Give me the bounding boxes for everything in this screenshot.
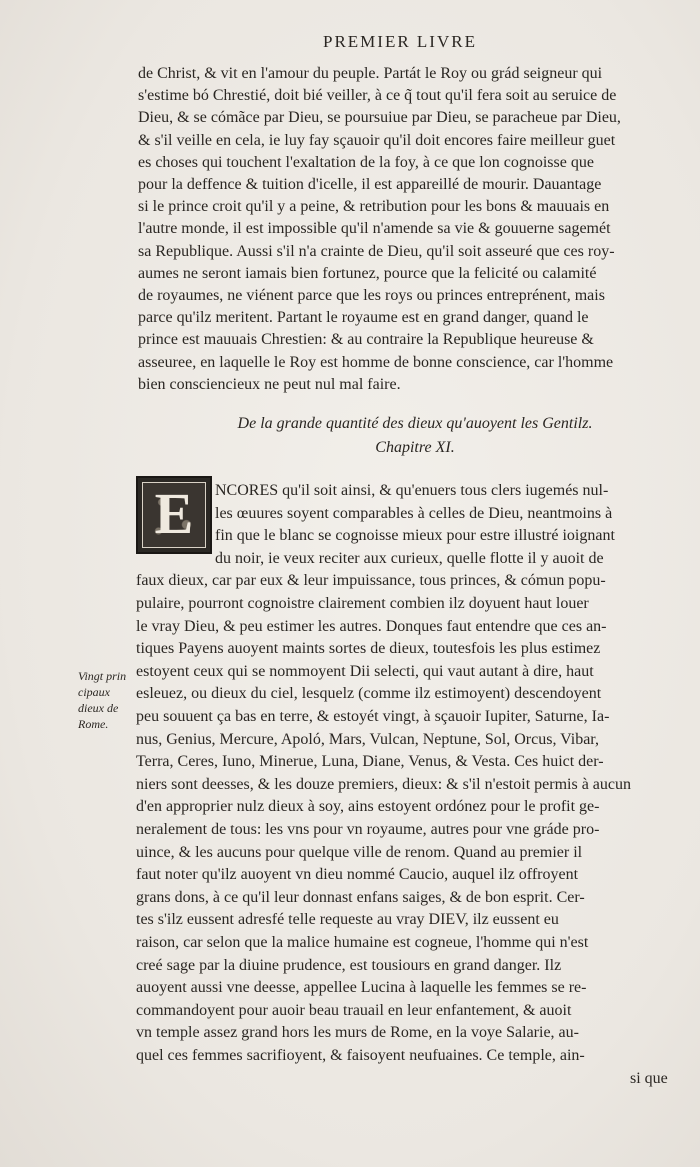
text-line: de royaumes, ne viénent parce que les roys ou princes entreprénent, mais (138, 287, 605, 304)
text-line: es choses qui touchent l'exaltation de la foy, à ce que lon cognoisse que (138, 153, 594, 171)
text-line: Dieu, & se cómãce par Dieu, se poursuiue par Dieu, se paracheue par Dieu, (138, 109, 621, 127)
margin-note (78, 668, 138, 732)
running-head: PREMIER LIVRE (323, 32, 477, 51)
text-line: & s'il veille en cela, ie luy fay sçauoir qu'il doit encores faire meilleur guet (138, 131, 616, 149)
text-line: NCORES qu'il soit ainsi, & qu'enuers tous clers iugemés nul- (215, 482, 609, 499)
text-line: s'estime bó Chrestié, doit bié veiller, à ce q̃ tout qu'il fera soit au seruice de (138, 87, 617, 105)
text-line: tiques Payens auoyent maints sortes de dieux, toutesfois les plus estimez (136, 640, 601, 658)
text-line: fin que le blanc se cognoisse mieux pour estre illustré ioignant (215, 527, 615, 545)
text-line: pulaire, pourront cognoistre clairement combien ilz doyuent haut louer (136, 595, 589, 612)
text-line: asseuree, en laquelle le Roy est homme de bonne conscience, car l'homme (138, 353, 614, 371)
text-line: estoyent ceux qui se nommoyent Dii selecti, qui vaut autant à dire, haut (136, 662, 594, 680)
text-line: d'en approprier nulz dieux à soy, ains estoyent ordónez pour le profit ge- (136, 798, 600, 816)
margin-note-line: Vingt prin (78, 669, 127, 683)
text-line: si le prince croit qu'il y a peine, & retribution pour les bons & mauuais en (138, 198, 610, 216)
text-line: commandoyent pour auoir beau trauail en leur enfantement, & auoit (136, 1001, 572, 1019)
text-line: Terra, Ceres, Iuno, Minerue, Luna, Diane, Venus, & Vesta. Ces huict der- (136, 753, 604, 771)
text-line: nus, Genius, Mercure, Apoló, Mars, Vulcan, Neptune, Sol, Orcus, Vibar, (136, 730, 599, 748)
text-line: creé sage par la diuine prudence, est tousiours en grand danger. Ilz (136, 956, 562, 974)
text-line: raison, car selon que la malice humaine est cogneue, l'homme qui n'est (136, 934, 589, 951)
text-line: bien consciencieux ne peut nul mal faire. (138, 375, 401, 393)
margin-note-line: Rome. (78, 717, 109, 731)
text-line: faut noter qu'ilz auoyent vn dieu nommé Caucio, auquel ilz offroyent (136, 866, 579, 884)
decorated-initial (136, 476, 212, 554)
chapter-number: Chapitre XI. (375, 439, 455, 456)
text-line: parce qu'ilz meritent. Partant le royaume est en grand danger, quand le (138, 309, 589, 327)
text-line: de Christ, & vit en l'amour du peuple. Partát le Roy ou grád seigneur qui (138, 65, 603, 82)
margin-note-line: dieux de (78, 701, 119, 715)
text-line: grans dons, à ce qu'il leur donnast enfans saiges, & de bon esprit. Cer- (136, 888, 585, 906)
chapter-title: De la grande quantité des dieux qu'auoyent les Gentilz. (237, 415, 593, 432)
margin-note-line: cipaux (78, 685, 110, 699)
text-line: du noir, ie veux reciter aux curieux, quelle flotte il y auoit de (215, 549, 604, 567)
text-line: quel ces femmes sacrifioyent, & faisoyent neufuaines. Ce temple, ain- (136, 1047, 585, 1064)
text-line: peu souuent ça bas en terre, & estoyét vingt, à sçauoir Iupiter, Saturne, Ia- (136, 708, 610, 725)
text-line: pour la deffence & tuition d'icelle, il est appareillé de mourir. Dauantage (138, 176, 602, 193)
text-line: sa Republique. Aussi s'il n'a crainte de Dieu, qu'il soit asseuré que ces roy- (138, 242, 615, 260)
text-line: faux dieux, car par eux & leur impuissance, tous princes, & cómun popu- (136, 572, 606, 590)
initial-letter: E (154, 481, 194, 546)
text-line: prince est mauuais Chrestien: & au contraire la Republique heureuse & (138, 331, 594, 349)
text-line: tes s'ilz eussent adresfé telle requeste au vray DIEV, ilz eussent eu (136, 911, 559, 929)
text-line: si que (630, 1069, 668, 1087)
text-line: le vray Dieu, & peu estimer les autres. Donques faut entendre que ces an- (136, 617, 607, 635)
text-line: auoyent aussi vne deesse, appellee Lucina à laquelle les femmes se re- (136, 979, 587, 997)
text-line: aumes ne seront iamais bien fortunez, pource que la felicité ou calamité (138, 264, 597, 282)
text-line: neralement de tous: les vns pour vn royaume, autres pour vne gráde pro- (136, 821, 600, 838)
text-line: l'autre monde, il est impossible qu'il n'amende sa vie & gouuerne sagemét (138, 220, 611, 238)
text-line: uince, & les aucuns pour quelque ville de renom. Quand au premier il (136, 843, 583, 861)
text-line: niers sont deesses, & les douze premiers, dieux: & s'il n'estoit permis à aucun (136, 775, 631, 793)
text-line: esleuez, ou dieux du ciel, lesquelz (comme ilz estimoyent) descendoyent (136, 685, 602, 703)
text-line: vn temple assez grand hors les murs de Rome, en la voye Salarie, au- (136, 1024, 579, 1042)
text-line: les œuures soyent comparables à celles de Dieu, neantmoins à (215, 504, 613, 522)
